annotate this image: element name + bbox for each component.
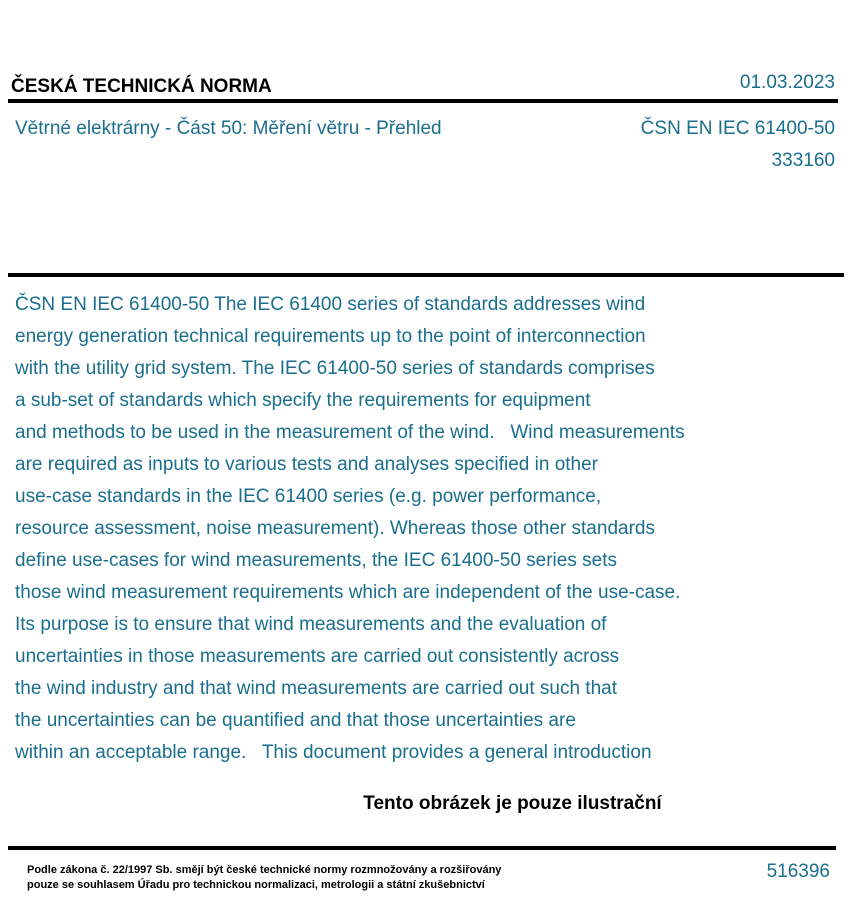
abstract-line: the uncertainties can be quantified and that those uncertainties are bbox=[15, 710, 576, 731]
legal-notice-line: Podle zákona č. 22/1997 Sb. smějí být české technické normy rozmnožovány a rozšiřovány bbox=[27, 864, 502, 876]
illustration-note: Tento obrázek je pouze ilustrační bbox=[363, 793, 662, 814]
abstract-line: the wind industry and that wind measurements are carried out such that bbox=[15, 678, 617, 699]
standard-code: ČSN EN IEC 61400-50 bbox=[640, 118, 835, 139]
abstract-text bbox=[15, 289, 685, 769]
norm-heading: ČESKÁ TECHNICKÁ NORMA bbox=[11, 76, 272, 97]
abstract-line: are required as inputs to various tests and analyses specified in other bbox=[15, 454, 598, 475]
abstract-line: Its purpose is to ensure that wind measurements and the evaluation of bbox=[15, 614, 607, 635]
abstract-line: use-case standards in the IEC 61400 series (e.g. power performance, bbox=[15, 486, 602, 507]
header-divider bbox=[8, 99, 838, 103]
publication-date: 01.03.2023 bbox=[739, 72, 835, 93]
abstract-line: ČSN EN IEC 61400-50 The IEC 61400 series of standards addresses wind bbox=[15, 294, 646, 315]
document-id: 516396 bbox=[766, 861, 830, 882]
abstract-divider bbox=[8, 273, 844, 277]
document-title: Větrné elektrárny - Část 50: Měření větru - Přehled bbox=[15, 118, 442, 139]
abstract-line: and methods to be used in the measurement of the wind. Wind measurements bbox=[15, 422, 685, 443]
abstract-line: define use-cases for wind measurements, the IEC 61400-50 series sets bbox=[15, 550, 617, 571]
classification-number: 333160 bbox=[771, 150, 835, 171]
abstract-line: within an acceptable range. This document provides a general introduction bbox=[15, 742, 652, 763]
abstract-line: with the utility grid system. The IEC 61400-50 series of standards comprises bbox=[15, 358, 655, 379]
abstract-line: resource assessment, noise measurement). Whereas those other standards bbox=[15, 518, 655, 539]
abstract-line: uncertainties in those measurements are carried out consistently across bbox=[15, 646, 620, 667]
footer-divider bbox=[8, 846, 836, 850]
legal-notice bbox=[27, 863, 501, 893]
abstract-line: energy generation technical requirements up to the point of interconnection bbox=[15, 326, 646, 347]
abstract-line: those wind measurement requirements which are independent of the use-case. bbox=[15, 582, 681, 603]
abstract-line: a sub-set of standards which specify the requirements for equipment bbox=[15, 390, 591, 411]
legal-notice-line: pouze se souhlasem Úřadu pro technickou normalizaci, metrologii a státní zkušebnictví bbox=[27, 879, 485, 891]
